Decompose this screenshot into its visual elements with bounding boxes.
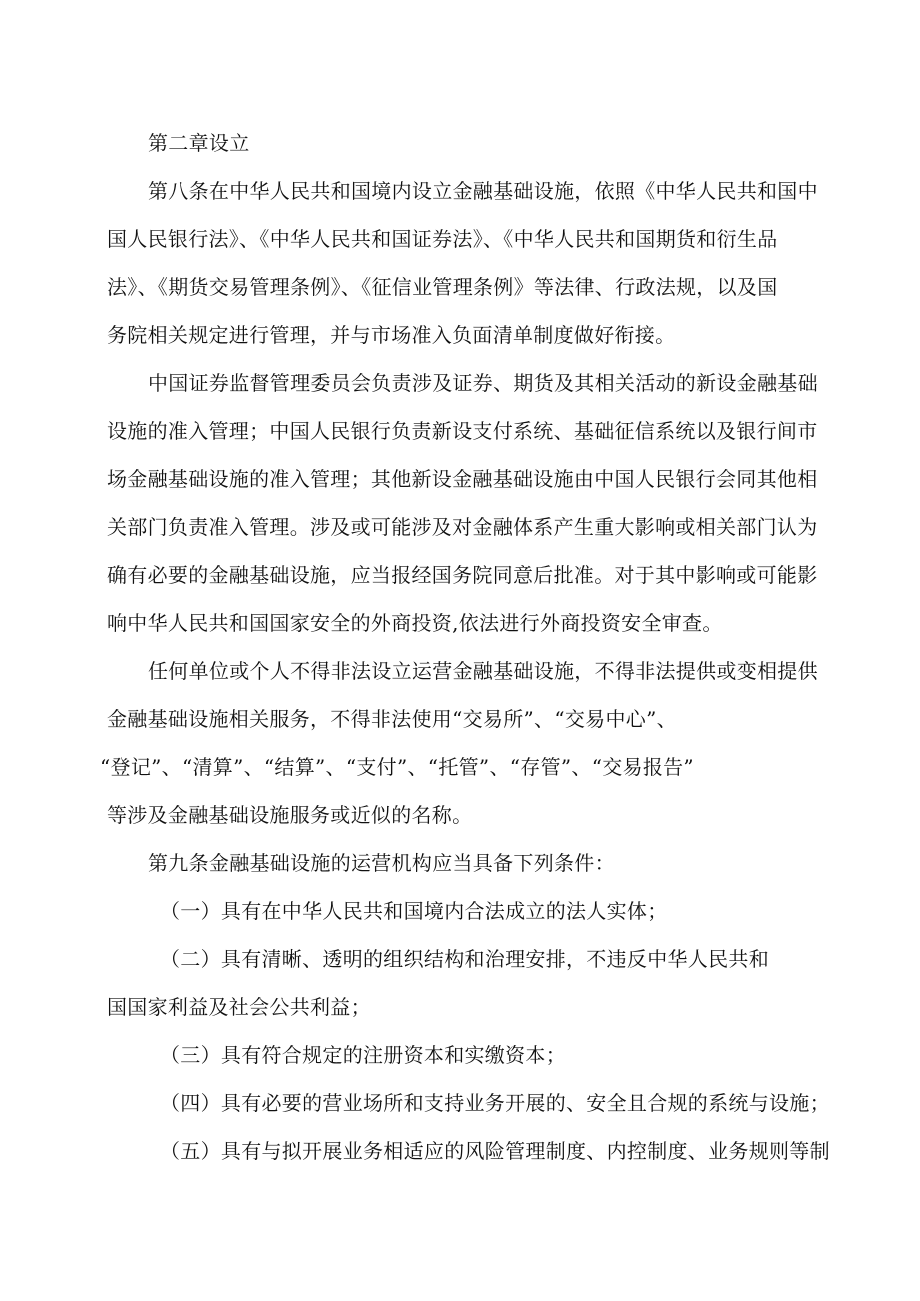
line-text: 国人民银行法》、《中华人民共和国证券法》、《中华人民共和国期货和衍生品 [107,227,778,251]
list-item-line [0,1081,920,1125]
paragraph-line [0,697,920,741]
paragraph-line [0,793,920,837]
list-item-line [0,889,920,933]
line-text: 中国证券监督管理委员会负责涉及证券、期货及其相关活动的新设金融基础 [148,371,818,395]
paragraph-line [0,265,920,309]
paragraph-line [0,841,920,885]
line-text: 关部门负责准入管理。涉及或可能涉及对金融体系产生重大影响或相关部门认为 [107,515,818,539]
line-text: 响中华人民共和国国家安全的外商投资,依法进行外商投资安全审查。 [107,611,723,635]
paragraph-line [0,457,920,501]
line-text: （一）具有在中华人民共和国境内合法成立的法人实体； [160,899,668,923]
paragraph-line [0,361,920,405]
line-text: 金融基础设施相关服务，不得非法使用“交易所”、“交易中心”、 [107,707,677,731]
line-text: （四）具有必要的营业场所和支持业务开展的、安全且合规的系统与设施； [160,1091,830,1115]
line-text: 务院相关规定进行管理，并与市场准入负面清单制度做好衔接。 [107,323,676,347]
list-item-line [0,1033,920,1077]
paragraph-line [0,553,920,597]
paragraph-line [0,745,920,789]
paragraph-line [0,601,920,645]
line-text: 国国家利益及社会公共利益； [107,995,371,1019]
chapter-heading [0,121,920,165]
paragraph-line [0,313,920,357]
paragraph-line [0,217,920,261]
line-text: （五）具有与拟开展业务相适应的风险管理制度、内控制度、业务规则等制 [160,1139,830,1163]
line-text: 场金融基础设施的准入管理；其他新设金融基础设施由中国人民银行会同其他相 [107,467,818,491]
line-text: （三）具有符合规定的注册资本和实缴资本； [160,1043,566,1067]
line-text: 第八条在中华人民共和国境内设立金融基础设施，依照《中华人民共和国中 [148,179,818,203]
paragraph-line [0,505,920,549]
paragraph-line [0,649,920,693]
line-text: （二）具有清晰、透明的组织结构和治理安排，不违反中华人民共和 [160,947,769,971]
paragraph-line [0,169,920,213]
line-text: 法》、《期货交易管理条例》、《征信业管理条例》等法律、行政法规，以及国 [107,275,778,299]
paragraph-line [0,409,920,453]
line-text: 任何单位或个人不得非法设立运营金融基础设施，不得非法提供或变相提供 [148,659,818,683]
line-text: 确有必要的金融基础设施，应当报经国务院同意后批准。对于其中影响或可能影 [107,563,818,587]
line-text: 第二章设立 [148,131,250,155]
line-text: 等涉及金融基础设施服务或近似的名称。 [107,803,473,827]
list-item-line [0,937,920,981]
list-item-line [0,985,920,1029]
list-item-line [0,1129,920,1173]
line-text: “登记”、“清算”、“结算”、“支付”、“托管”、“存管”、“交易报告” [100,755,694,779]
line-text: 第九条金融基础设施的运营机构应当具备下列条件： [148,851,615,875]
line-text: 设施的准入管理；中国人民银行负责新设支付系统、基础征信系统以及银行间市 [107,419,818,443]
